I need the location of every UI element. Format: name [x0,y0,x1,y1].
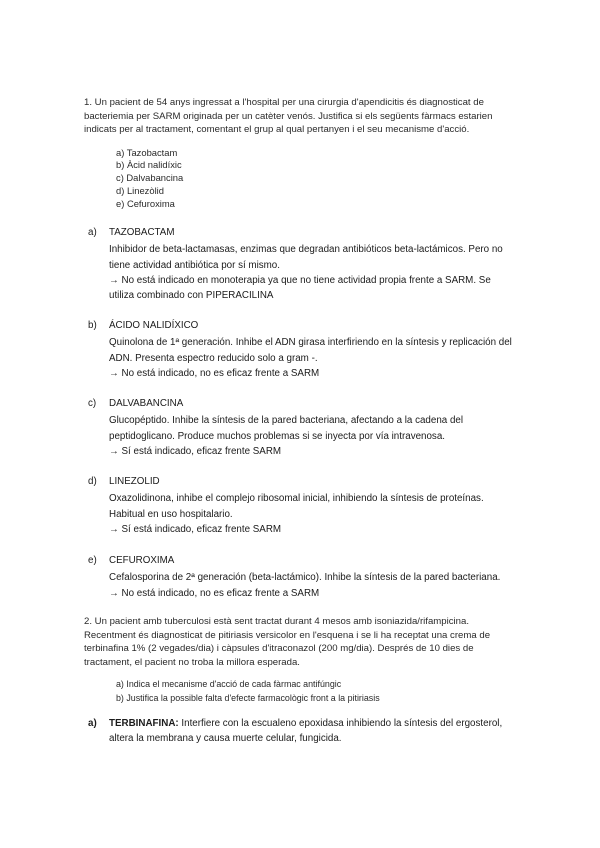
answer-heading: LINEZOLID [109,476,160,487]
question-1-options [116,147,511,211]
answer-a [88,225,528,303]
answer-heading: DALVABANCINA [109,398,184,409]
answer-d [88,474,528,537]
answer-letter: d) [88,476,97,487]
answer-line: Inhibidor de beta-lactamasas, enzimas que degradan antibióticos beta-lactámicos. Pero no [109,244,503,256]
answer-line: Oxazolidinona, inhibe el complejo ribosomal inicial, inhibiendo la síntesis de proteínas. [109,493,484,505]
answer-heading: TAZOBACTAM [109,227,175,238]
answer-letter: b) [88,320,97,331]
answer-letter: e) [88,555,97,566]
answer-line: Quinolona de 1ª generación. Inhibe el ADN girasa interfiriendo en la síntesis y replicación del [109,337,512,349]
answer-line: ADN. Presenta espectro reducido solo a gram -. [109,352,318,364]
answer-heading: ÁCIDO NALIDÍXICO [109,320,199,331]
question-1-line: bacteriemia per SARM originada per un catèter venós. Justifica si els següents fàrmacs estarien [84,110,493,122]
answer-heading: TERBINAFINA: [109,718,179,729]
answer-line: Glucopéptido. Inhibe la síntesis de la pared bacteriana, afectando a la cadena del [109,415,464,427]
question-2-line: terbinafina 1% (2 vegades/dia) i càpsules d'itraconazol (200 mg/dia). Després de 10 dies de [84,643,474,655]
answer-line: → No está indicado en monoterapia ya que no tiene actividad propia frente a SARM. Se [109,274,491,286]
question-1-line: indicats per al tractament, comentant el grup al qual pertanyen i el seu mecanisme d'acció. [84,124,470,136]
answer-line: utiliza combinado con PIPERACILINA [109,290,274,302]
question-2-options [116,678,511,704]
option-item: d) Linezòlid [116,184,164,196]
answer-e [88,553,528,601]
answer-line: altera la membrana y causa muerte celular, fungicida. [109,733,342,745]
answer-2a-text [109,716,502,731]
answer-line: → Sí está indicado, eficaz frente SARM [109,445,282,457]
answer-letter: c) [88,398,97,409]
question-1 [84,96,511,210]
answer-line: Interfiere con la escualeno epoxidasa inhibiendo la síntesis del ergosterol, [181,718,503,729]
answer-line: peptidoglicano. Produce muchos problemas si se inyecta por vía intravenosa. [109,430,446,442]
answer-line: tiene actividad antibiótica por sí mismo. [109,259,280,271]
option-item: a) Tazobactam [116,146,178,158]
answer-line: → No está indicado, no es eficaz frente a SARM [109,587,320,599]
answer-line: → No está indicado, no es eficaz frente a SARM [109,367,320,379]
answer-line: Habitual en uso hospitalario. [109,508,233,520]
answer-line: Cefalosporina de 2ª generación (beta-lactámico). Inhibe la síntesis de la pared bacteriana. [109,572,501,584]
answer-line: → Sí está indicado, eficaz frente SARM [109,523,282,535]
answer-2a [88,716,528,747]
option-item: a) Indica el mecanisme d'acció de cada fàrmac antifúngic [116,679,342,690]
question-2 [84,615,511,705]
answer-letter: a) [88,227,97,238]
answer-heading: CEFUROXIMA [109,555,175,566]
question-2-line: Recentment és diagnosticat de pitiriasis versicolor en l'esquena i se li ha receptat una crema de [84,629,491,641]
question-1-line: 1. Un pacient de 54 anys ingressat a l'hospital per una cirurgia d'apendicitis és diagnosticat de [84,97,484,108]
question-2-line: tractament, el pacient no troba la millora esperada. [84,656,300,668]
question-2-line: 2. Un pacient amb tuberculosi està sent tractat durant 4 mesos amb isoniazida/rifampicina. [84,616,470,627]
answer-b [88,318,528,381]
option-item: b) Àcid nalidíxic [116,159,182,171]
option-item: c) Dalvabancina [116,172,184,184]
answer-letter: a) [88,718,97,729]
option-item: b) Justifica la possible falta d'efecte farmacològic front a la pitiriasis [116,692,380,703]
option-item: e) Cefuroxima [116,197,175,209]
answer-c [88,396,528,459]
